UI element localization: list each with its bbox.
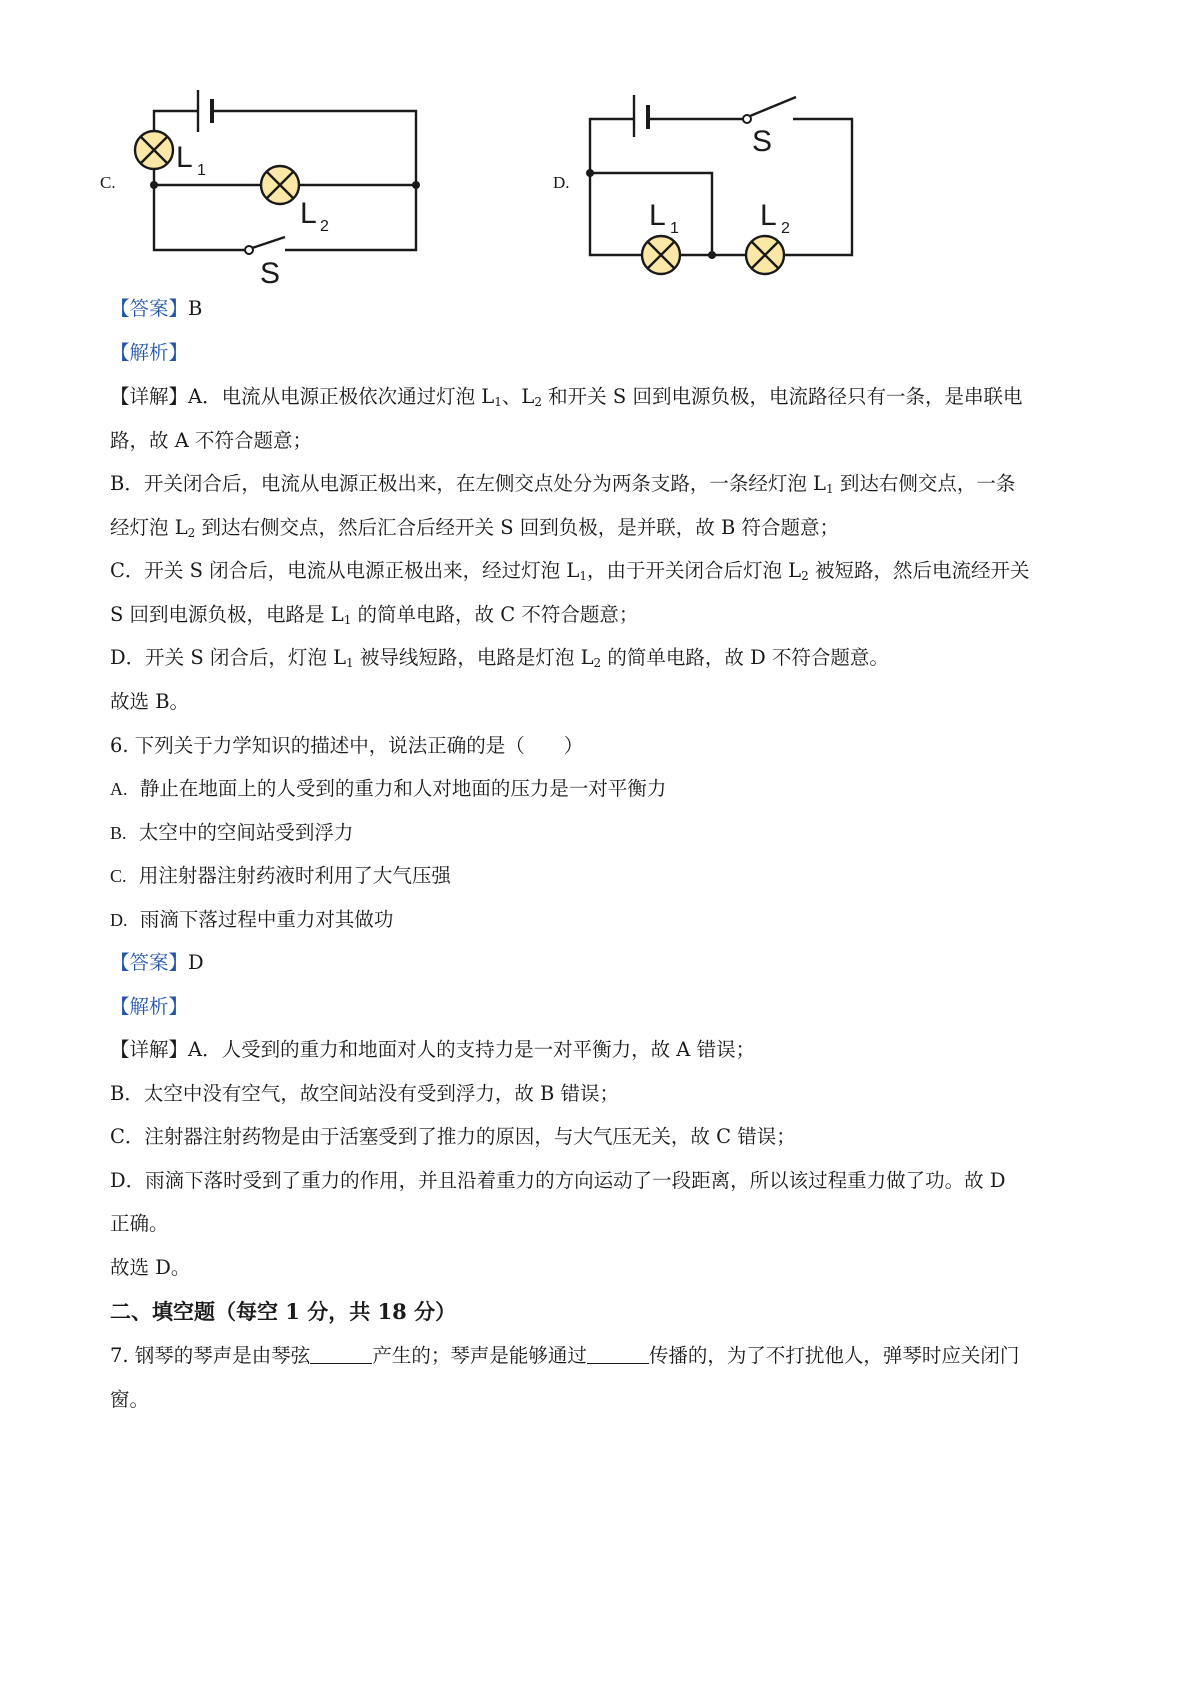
switch-pivot [743, 115, 751, 123]
bulb-l1-sub: 1 [670, 220, 679, 237]
junction-left [150, 181, 158, 189]
detail-tag: 【详解】 [110, 1038, 189, 1061]
q5-conclusion: 故选 B。 [110, 690, 190, 713]
q5-detail-line-7: D．开关 S 闭合后，灯泡 $L_1$ 被导线短路，电路是灯泡 $L_2$ 的简单电路，故 D 不符合题意。 [110, 646, 889, 670]
bulb-l1-sub: 1 [197, 162, 206, 179]
answer-blank-1[interactable] [310, 1343, 372, 1364]
bulb-l2-text: L [300, 197, 317, 230]
circuit-c [100, 85, 440, 295]
q6-option-c: C. 用注射器注射药液时利用了大气压强 [110, 864, 451, 887]
q5-detail-line-3: B．开关闭合后，电流从电源正极出来，在左侧交点处分为两条支路，一条经灯泡 $L_1$ 到达右侧交点，一条 [110, 472, 1016, 496]
switch-lever [252, 237, 285, 248]
q5-detail-line-2: 路，故 A 不符合题意； [110, 429, 312, 452]
q6-analysis [110, 992, 1100, 1022]
q6-stem: 6. 下列关于力学知识的描述中，说法正确的是（ ） [110, 734, 584, 757]
wire-left [154, 169, 245, 250]
bulb-l2-sub: 2 [320, 218, 329, 235]
analysis-tag: 【解析】 [110, 995, 189, 1018]
figure-c [100, 85, 440, 295]
q5-detail-line-5: C．开关 S 闭合后，电流从电源正极出来，经过灯泡 $L_1$，由于开关闭合后灯泡 $L_2$ 被短路，然后电流经开关 [110, 559, 1030, 583]
wire-right [784, 119, 852, 255]
q6-detail-line-1: 【详解】A．人受到的重力和地面对人的支持力是一对平衡力，故 A 错误； [110, 1038, 756, 1061]
answer-tag: 【答案】 [110, 951, 189, 974]
q7-line-2: 窗。 [110, 1388, 150, 1411]
q6-option-d: D. 雨滴下落过程中重力对其做功 [110, 908, 394, 931]
q5-analysis [110, 338, 1100, 368]
q7-line-1: 7. 钢琴的琴声是由琴弦 产生的；琴声是能够通过 传播的，为了不打扰他人，弹琴时应关闭门 [110, 1344, 1020, 1367]
q6-conclusion: 故选 D。 [110, 1256, 191, 1279]
circuit-d [553, 85, 873, 295]
q5-answer [110, 294, 1100, 324]
answer-tag: 【答案】 [110, 297, 189, 320]
q5-detail-line-6: S 回到电源负极，电路是 $L_1$ 的简单电路，故 C 不符合题意； [110, 603, 639, 627]
figure-d-label: D. [553, 173, 570, 192]
analysis-tag: 【解析】 [110, 341, 189, 364]
figure-c-label: C. [100, 173, 116, 192]
q6-detail-line-4: D．雨滴下落时受到了重力的作用，并且沿着重力的方向运动了一段距离，所以该过程重力做了功。故 D [110, 1169, 1006, 1192]
q6-detail-line-5: 正确。 [110, 1212, 169, 1235]
answer-blank-2[interactable] [587, 1343, 649, 1364]
junction-top-left [586, 169, 594, 177]
q6-detail-line-3: C．注射器注射药物是由于活塞受到了推力的原因，与大气压无关，故 C 错误； [110, 1125, 796, 1148]
q6-option-b: B. 太空中的空间站受到浮力 [110, 821, 354, 844]
q5-detail-line-1: 【详解】A．电流从电源正极依次通过灯泡 $L_1$、$L_2$ 和开关 S 回到电源负极，电流路径只有一条，是串联电 [110, 385, 1023, 409]
q6-option-a: A. 静止在地面上的人受到的重力和人对地面的压力是一对平衡力 [110, 777, 667, 800]
detail-tag: 【详解】 [110, 385, 189, 408]
bulb-l1-text: L [649, 199, 666, 232]
wire-left-top [590, 119, 641, 255]
switch-lever [750, 97, 796, 116]
wire-top [212, 111, 416, 185]
figure-d [553, 85, 873, 295]
q6-answer [110, 948, 1100, 978]
bulb-l1-text: L [176, 141, 193, 174]
q6-detail-line-2: B．太空中没有空气，故空间站没有受到浮力，故 B 错误； [110, 1082, 620, 1105]
bulb-l2-text: L [760, 199, 777, 232]
switch-text: S [260, 257, 281, 290]
bulb-l2-sub: 2 [781, 220, 790, 237]
wire-left-top [154, 111, 198, 130]
q5-detail-line-4: 经灯泡 $L_2$ 到达右侧交点，然后汇合后经开关 S 回到负极，是并联，故 B 符合题意； [110, 516, 839, 540]
section-title: 二、填空题（每空 1 分，共 18 分） [110, 1299, 457, 1324]
answer-value: D [188, 951, 204, 974]
switch-text: S [752, 125, 773, 158]
answer-value: B [188, 297, 203, 320]
